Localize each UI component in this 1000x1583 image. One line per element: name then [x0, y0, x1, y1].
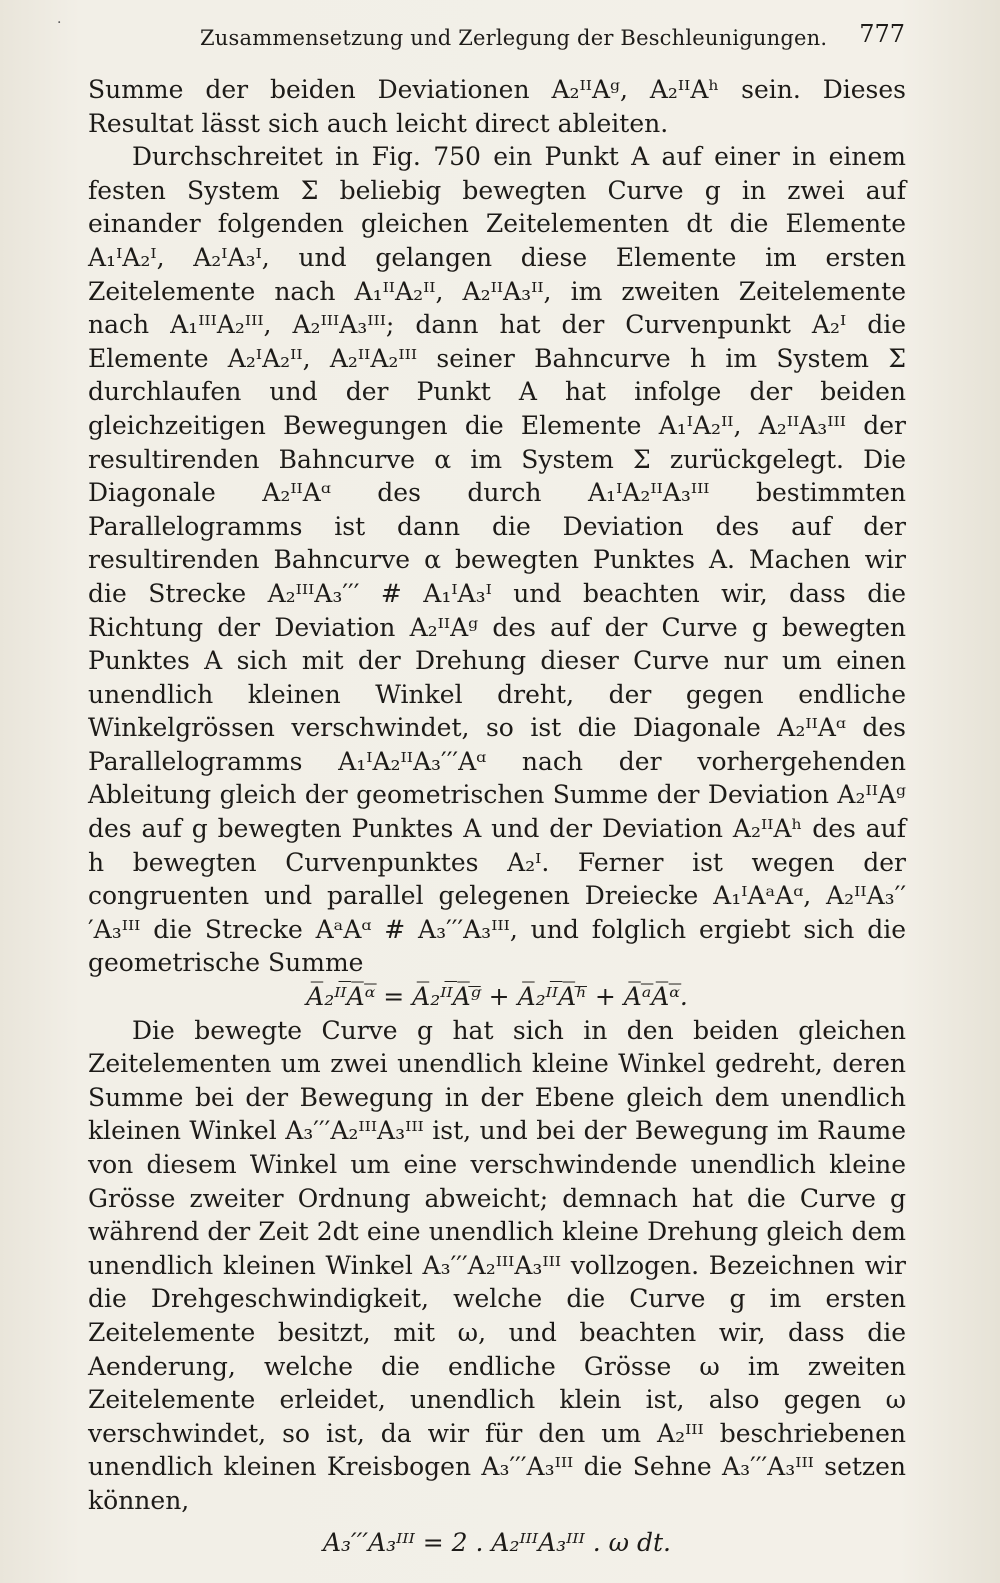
paragraph-2: Durchschreitet in Fig. 750 ein Punkt A auf einer in einem festen System Σ beliebig bewegten Curve g in zwei auf einander folgenden gleichen Zeitelementen dt die Elemente A₁ᴵA₂ᴵ, A₂ᴵA₃ᴵ, und gelangen diese Elemente im ersten Zeitelemente nach A₁ᴵᴵA₂ᴵᴵ, A₂ᴵᴵA₃ᴵᴵ, im zweiten Zeitelemente nach A₁ᴵᴵᴵA₂ᴵᴵᴵ, A₂ᴵᴵᴵA₃ᴵᴵᴵ; dann hat der Curvenpunkt A₂ᴵ die Elemente A₂ᴵA₂ᴵᴵ, A₂ᴵᴵA₂ᴵᴵᴵ seiner Bahncurve h im System Σ durchlaufen und der Punkt A hat infolge der beiden gleichzeitigen Bewegungen die Elemente A₁ᴵA₂ᴵᴵ, A₂ᴵᴵA₃ᴵᴵᴵ der resultirenden Bahncurve α im System Σ zurückgelegt. Die Diagonale A₂ᴵᴵAᵅ des durch A₁ᴵA₂ᴵᴵA₃ᴵᴵᴵ bestimmten Parallelogramms ist dann die Deviation des auf der resultirenden Bahncurve α bewegten Punktes A. Machen wir die Strecke A₂ᴵᴵᴵA₃′′′ # A₁ᴵA₃ᴵ und beachten wir, dass die Richtung der Deviation A₂ᴵᴵAᵍ des auf der Curve g bewegten Punktes A sich mit der Drehung dieser Curve nur um einen unendlich kleinen Winkel dreht, der gegen endliche Winkelgrössen verschwindet, so ist die Diagonale A₂ᴵᴵAᵅ des Parallelogramms A₁ᴵA₂ᴵᴵA₃′′′Aᵅ nach der vorhergehenden Ableitung gleich der geometrischen Summe der Deviation A₂ᴵᴵAᵍ des auf g bewegten Punktes A und der Deviation A₂ᴵᴵAʰ des auf h bewegten Curvenpunktes A₂ᴵ. Ferner ist wegen der congruenten und parallel gelegenen Dreiecke A₁ᴵAᵃAᵅ, A₂ᴵᴵA₃′′′A₃ᴵᴵᴵ die Strecke AᵃAᵅ # A₃′′′A₃ᴵᴵᴵ, und folglich ergiebt sich die geometrische Summe: [88, 142, 906, 978]
equation-chord: A₃′′′A₃ᴵᴵᴵ = 2 . A₂ᴵᴵᴵA₃ᴵᴵᴵ . ω dt.: [322, 1527, 671, 1557]
page-number: 777: [859, 20, 905, 48]
equation-geometric-sum: A̅₂ᴵᴵ̅A̅ᵅ̅ = A̅₂ᴵᴵ̅A̅ᵍ̅ + A̅₂ᴵᴵ̅A̅ʰ̅ + A̅ᵃ̅A̅ᵅ̅.: [306, 982, 688, 1012]
paragraph-1: Summe der beiden Deviationen A₂ᴵᴵAᵍ, A₂ᴵᴵAʰ sein. Dieses Resultat lässt sich auch leicht direct ableiten.: [88, 75, 906, 138]
body-text: [88, 73, 906, 1559]
margin-mark: ·: [57, 15, 62, 31]
page-header: [200, 18, 905, 54]
running-head: Zusammensetzung und Zerlegung der Beschleunigungen.: [200, 26, 828, 50]
paragraph-3: Die bewegte Curve g hat sich in den beiden gleichen Zeitelementen um zwei unendlich kleine Winkel gedreht, deren Summe bei der Bewegung in der Ebene gleich dem unendlich kleinen Winkel A₃′′′A₂ᴵᴵᴵA₃ᴵᴵᴵ ist, und bei der Bewegung im Raume von diesem Winkel um eine verschwindende unendlich kleine Grösse zweiter Ordnung abweicht; demnach hat die Curve g während der Zeit 2dt eine unendlich kleine Drehung gleich dem unendlich kleinen Winkel A₃′′′A₂ᴵᴵᴵA₃ᴵᴵᴵ vollzogen. Bezeichnen wir die Drehgeschwindigkeit, welche die Curve g im ersten Zeitelemente besitzt, mit ω, und beachten wir, dass die Aenderung, welche die endliche Grösse ω im zweiten Zeitelemente erleidet, unendlich klein ist, also gegen ω verschwindet, so ist, da wir für den um A₂ᴵᴵᴵ beschriebenen unendlich kleinen Kreisbogen A₃′′′A₃ᴵᴵᴵ die Sehne A₃′′′A₃ᴵᴵᴵ setzen können,: [88, 1015, 906, 1515]
